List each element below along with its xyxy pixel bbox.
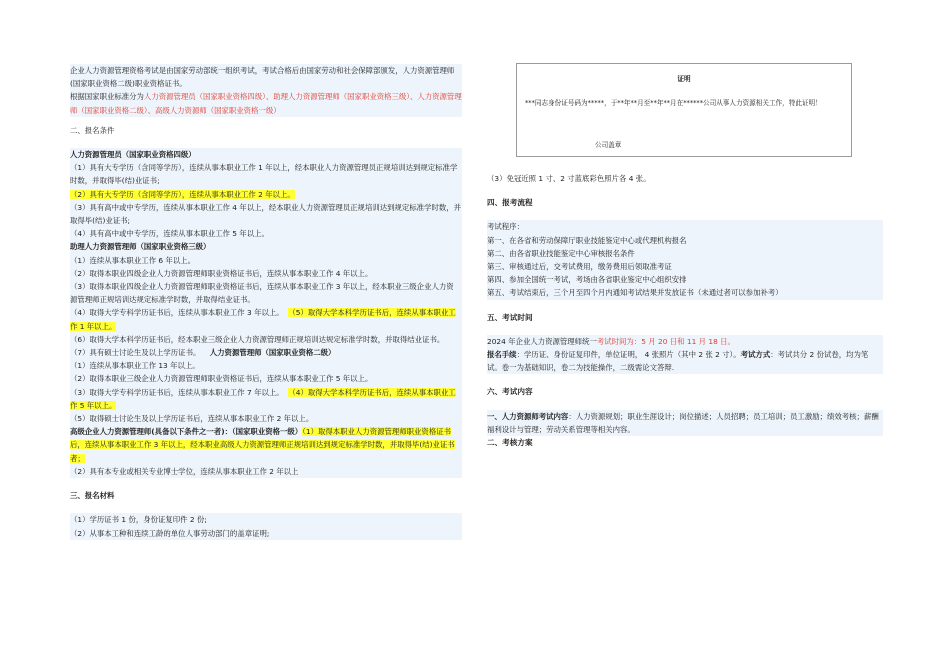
assistant-c6: （6）取得大学本科学历证书后，经本职业三级企业人力资源管理师正规培训达规定标准学时数，并取得结业证书。 (70, 334, 445, 344)
materials-block (70, 513, 462, 539)
assistant-c7: （7）具有硕士讨论生及以上学历证书。 (70, 348, 201, 358)
intro-paragraph-1: 企业人力资源管理资格考试是由国家劳动部统一组织考试，考试合格后由国家劳动和社会保障部颁发，人力资源管理师(国家职业资格二级)职业资格证书。 (70, 66, 455, 89)
hrm-c3: （3）取得大学专科学历证书后，连续从事本职业工作 7 年以上。 (70, 387, 284, 397)
material-2: （2）从事本工种和连续工龄的单位人事劳动部门的盖章证明; (70, 528, 270, 538)
certificate-body: ***同志身份证号码为*****，于**年**月至**年**月在******公司从事人力资源相关工作，特此证明！ (525, 99, 822, 107)
process-step-5: 第五、考试结束后，三个月至四个月内通知考试结果并发放证书（未通过者可以参加补考） (487, 288, 783, 298)
content-block (487, 410, 883, 436)
process-block (487, 220, 883, 299)
hrm-c5: （5）取得硕士讨论生及以上学历证书后，连续从事本职业工作 2 年以上。 (70, 414, 314, 424)
assistant-c4-c5 (70, 306, 462, 332)
hrm-c3-c4 (70, 386, 462, 412)
material-3: （3）免冠近照 1 寸、2 寸蓝底彩色照片各 4 张。 (487, 174, 651, 183)
assistant-c1: （1）连续从事本职业工作 6 年以上。 (70, 255, 195, 265)
section-5-heading: 五、考试时间 (487, 312, 533, 322)
hrm-title: 人力资源管理师（国家职业资格二级） (209, 348, 336, 358)
conditions-block (70, 148, 462, 478)
certificate-seal-text: 公司盖章 (595, 141, 622, 149)
content-text: ：人力资源规划；职业生涯设计；岗位描述；人员招聘；员工培训；员工激励；绩效考核；薪酬福利设计与管理；劳动关系管理等相关内容。 (487, 411, 879, 434)
intro-levels-red: 人力资源管理员（国家职业资格四级）、助理人力资源管理师（国家职业资格三级）、人力资源管理师（国家职业资格二级）、高级人力资源师（国家职业资格一级） (70, 92, 462, 115)
certificate-title: 证明 (677, 75, 691, 83)
content-label: 一、人力资源师考试内容 (487, 411, 569, 421)
process-step-1: 第一、在各省和劳动保障厅职业技能鉴定中心或代理机构报名 (487, 235, 687, 245)
senior-c1-highlight: （1）取得本职业人力资源管理师职业资格证书后，连续从事本职业工作 3 年以上，经本职业高级人力资源管理师正规培训达到规定标准学时数，并取得毕(结)业证书者； (70, 427, 455, 463)
senior-title-c1 (70, 425, 462, 465)
exam-time (487, 335, 883, 348)
material-1: （1）学历证书 1 份，身份证复印件 2 份; (70, 515, 207, 525)
process-step-3: 第三、审核通过后，交考试费用，缴务费用后领取准考证 (487, 262, 672, 272)
hr-clerk-c1: （1）具有大专学历（含同等学历），连续从事本职业工作 1 年以上，经本职业人力资源管理员正规培训达到规定标准学时数，并取得毕(结)业证书; (70, 163, 458, 186)
method-text: ：考试共分 2 份试卷，均为笔试。卷一为基础知识，卷二为技能操作，二级需论文答辩. (487, 350, 869, 373)
exam-time-red: 考试时间为：5 月 20 日和 11 月 18 日。 (596, 336, 735, 346)
time-block (487, 335, 883, 375)
intro-block (70, 64, 462, 117)
right-column (487, 172, 883, 449)
section-2-heading: 二、报名条件 (70, 125, 115, 135)
signup-text: ：学历证、身份证复印件，单位证明， 4 张照片（其中 2 张 2 寸）。 (516, 350, 741, 360)
assistant-c2: （2）取得本职业四级企业人力资源管理师职业资格证书后，连续从事本职业工作 4 年以上。 (70, 268, 373, 278)
left-column (70, 64, 462, 540)
assistant-title: 助理人力资源管理师（国家职业资格三级） (70, 242, 211, 252)
exam-time-prefix: 2024 年企业人力资源管理师统一 (487, 336, 597, 346)
assistant-c3: （3）取得本职业四级企业人力资源管理师职业资格证书后，连续从事本职业工作 3 年以上，经本职业三级企业人力资 源管理师正规培训达规定标准学时数，并取得结业证书。 (70, 282, 454, 305)
exam-content (487, 410, 883, 436)
method-label: 考试方式 (740, 350, 771, 360)
hr-clerk-c2 (70, 188, 462, 201)
intro-prefix: 根据国家职业标准分为 (70, 92, 144, 102)
hrm-c4-highlight: （4）取得大学本科学历证书后，连续从事本职业工作 5 年以上。 (70, 387, 456, 410)
section-3-heading: 三、报名材料 (70, 491, 115, 501)
assistant-c5-highlight: （5）取得大学本科学历证书后，连续从事本职业工作 1 年以上。 (70, 308, 456, 331)
signup-procedure (487, 348, 883, 374)
process-step-2: 第二、由各省职业技能鉴定中心审核报名条件 (487, 248, 635, 258)
hr-clerk-c3: （3）具有高中或中专学历，连续从事本职业工作 4 年以上，经本职业人力资源管理员正规培训达到规定标准学时数，并取得毕(结)业证书; (70, 202, 462, 226)
hr-clerk-c2-highlight: （2）具有大专学历（含同等学历），连续从事本职业工作 2 年以上。 (70, 189, 295, 199)
section-4-heading: 四、报考流程 (487, 198, 533, 208)
hrm-c1: （1）连续从事本职业工作 13 年以上。 (70, 361, 200, 371)
certificate-box (516, 63, 852, 157)
process-title: 考试程序： (487, 222, 524, 232)
hr-clerk-c4: （4）具有高中或中专学历，连续从事本职业工作 5 年以上。 (70, 229, 269, 239)
signup-label: 报名手续 (487, 350, 517, 360)
intro-paragraph-2 (70, 90, 462, 116)
assistant-c7-hrm-title (70, 346, 462, 359)
process-step-4: 第四、参加全国统一考试，考场由各省职业鉴定中心组织安排 (487, 275, 687, 285)
section-2b-heading: 二、考核方案 (487, 438, 533, 448)
senior-title: 高级企业人力资源管理师(具备以下条件之一者)：（国家职业资格一级） (70, 427, 303, 437)
assistant-c4: （4）取得大学专科学历证书后，连续从事本职业工作 3 年以上。 (70, 308, 284, 318)
section-6-heading: 六、考试内容 (487, 387, 533, 397)
hr-clerk-title: 人力资源管理员（国家职业资格四级） (70, 150, 196, 160)
senior-c2: （2）具有本专业或相关专业博士学位，连续从事本职业工作 2 年以上 (70, 466, 299, 476)
hrm-c2: （2）取得本职业三级企业人力资源管理师职业资格证书后，连续从事本职业工作 5 年以上。 (70, 374, 373, 384)
